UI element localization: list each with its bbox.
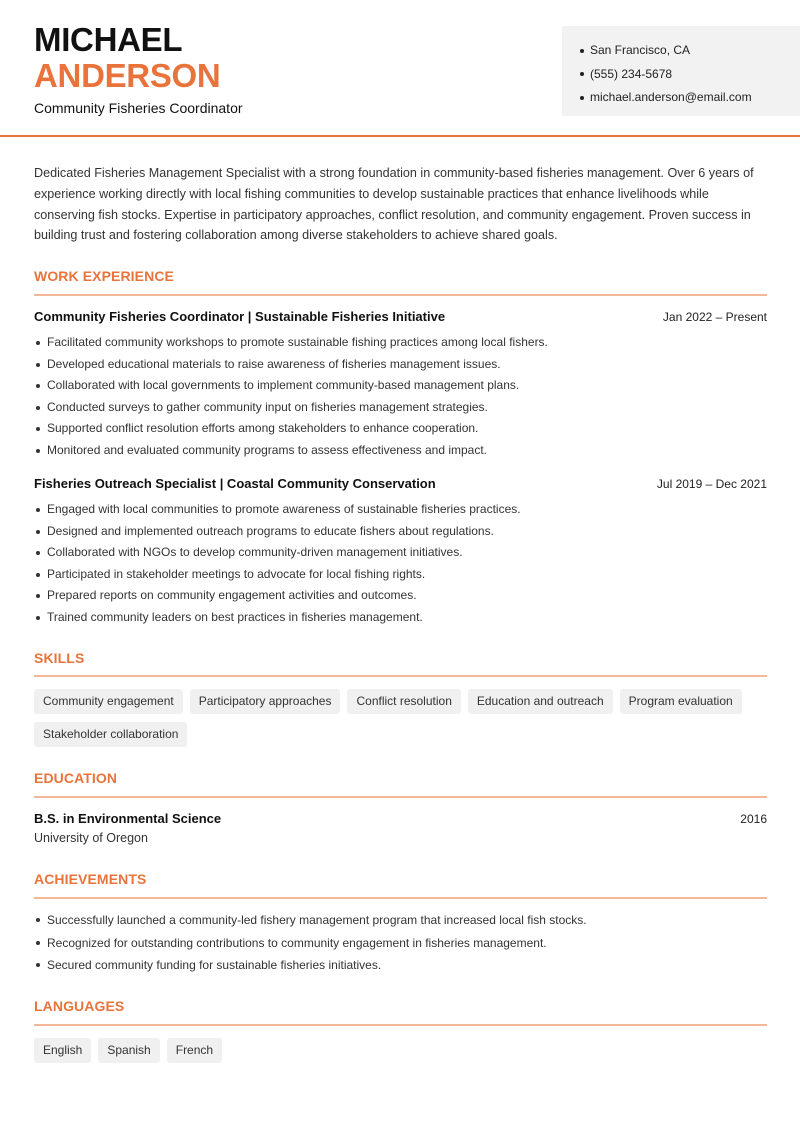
education-heading: EDUCATION — [34, 770, 118, 786]
section-divider — [34, 796, 767, 798]
list-item: Designed and implemented outreach programs to educate fishers about regulations. — [34, 521, 767, 543]
section-divider — [34, 675, 767, 677]
school-name: University of Oregon — [34, 831, 148, 845]
skill-tag: Conflict resolution — [347, 689, 460, 714]
languages-heading: LANGUAGES — [34, 998, 125, 1014]
list-item: Engaged with local communities to promote awareness of sustainable fisheries practices. — [34, 499, 767, 521]
education-entry-header — [34, 811, 767, 826]
job-title: Community Fisheries Coordinator | Sustainable Fisheries Initiative — [34, 309, 446, 324]
skill-tag: Education and outreach — [468, 689, 613, 714]
skill-tag: Participatory approaches — [190, 689, 341, 714]
list-item: Secured community funding for sustainable fisheries initiatives. — [34, 954, 767, 977]
job-date: Jul 2019 – Dec 2021 — [656, 477, 767, 491]
list-item: Collaborated with NGOs to develop community-driven management initiatives. — [34, 542, 767, 564]
resume-header — [0, 0, 800, 137]
contact-location: San Francisco, CA — [580, 39, 800, 63]
contact-box — [562, 26, 800, 116]
list-item: Monitored and evaluated community programs to assess effectiveness and impact. — [34, 440, 767, 462]
skills-heading: SKILLS — [34, 650, 85, 666]
job-entry-1-bullets — [34, 332, 767, 461]
job-date: Jan 2022 – Present — [662, 310, 767, 324]
graduation-year: 2016 — [740, 812, 767, 826]
job-entry-1-header — [34, 309, 767, 324]
section-divider — [34, 294, 767, 296]
list-item: Prepared reports on community engagement activities and outcomes. — [34, 585, 767, 607]
skill-tag: Program evaluation — [620, 689, 742, 714]
work-experience-heading: WORK EXPERIENCE — [34, 268, 174, 284]
contact-email: michael.anderson@email.com — [580, 86, 800, 110]
language-tag: French — [167, 1038, 222, 1063]
list-item: Successfully launched a community-led fishery management program that increased local fish stocks. — [34, 909, 767, 932]
language-tags — [34, 1038, 767, 1063]
list-item: Facilitated community workshops to promote sustainable fishing practices among local fishers. — [34, 332, 767, 354]
professional-summary: Dedicated Fisheries Management Specialist with a strong foundation in community-based fisheries management. Over 6 years of experience working directly with local fishing communities to develop sustainable practices that enhance livelihoods while conserving fish stocks. Expertise in participatory approaches, conflict resolution, and community engagement. Proven success in building trust and fostering collaboration among diverse stakeholders to achieve shared goals. — [34, 166, 754, 243]
job-title-headline: Community Fisheries Coordinator — [34, 100, 243, 116]
list-item: Recognized for outstanding contributions to community engagement in fisheries management. — [34, 932, 767, 955]
job-entry-2-bullets — [34, 499, 767, 628]
contact-phone: (555) 234-5678 — [580, 63, 800, 87]
list-item: Trained community leaders on best practices in fisheries management. — [34, 607, 767, 629]
candidate-name — [34, 22, 220, 94]
language-tag: Spanish — [98, 1038, 159, 1063]
skills-tags — [34, 689, 767, 747]
list-item: Supported conflict resolution efforts among stakeholders to enhance cooperation. — [34, 418, 767, 440]
language-tag: English — [34, 1038, 91, 1063]
section-divider — [34, 1024, 767, 1026]
degree: B.S. in Environmental Science — [34, 811, 222, 826]
achievements-list — [34, 909, 767, 977]
section-divider — [34, 897, 767, 899]
list-item: Collaborated with local governments to implement community-based management plans. — [34, 375, 767, 397]
job-title: Fisheries Outreach Specialist | Coastal Community Conservation — [34, 476, 436, 491]
list-item: Participated in stakeholder meetings to advocate for local fishing rights. — [34, 564, 767, 586]
bullet-icon — [580, 96, 584, 100]
first-name: MICHAEL — [34, 21, 183, 58]
bullet-icon — [580, 72, 584, 76]
skill-tag: Community engagement — [34, 689, 183, 714]
job-entry-2-header — [34, 476, 767, 491]
bullet-icon — [580, 49, 584, 53]
list-item: Conducted surveys to gather community input on fisheries management strategies. — [34, 397, 767, 419]
list-item: Developed educational materials to raise awareness of fisheries management issues. — [34, 354, 767, 376]
skill-tag: Stakeholder collaboration — [34, 722, 187, 747]
last-name: ANDERSON — [34, 57, 221, 94]
achievements-heading: ACHIEVEMENTS — [34, 871, 147, 887]
